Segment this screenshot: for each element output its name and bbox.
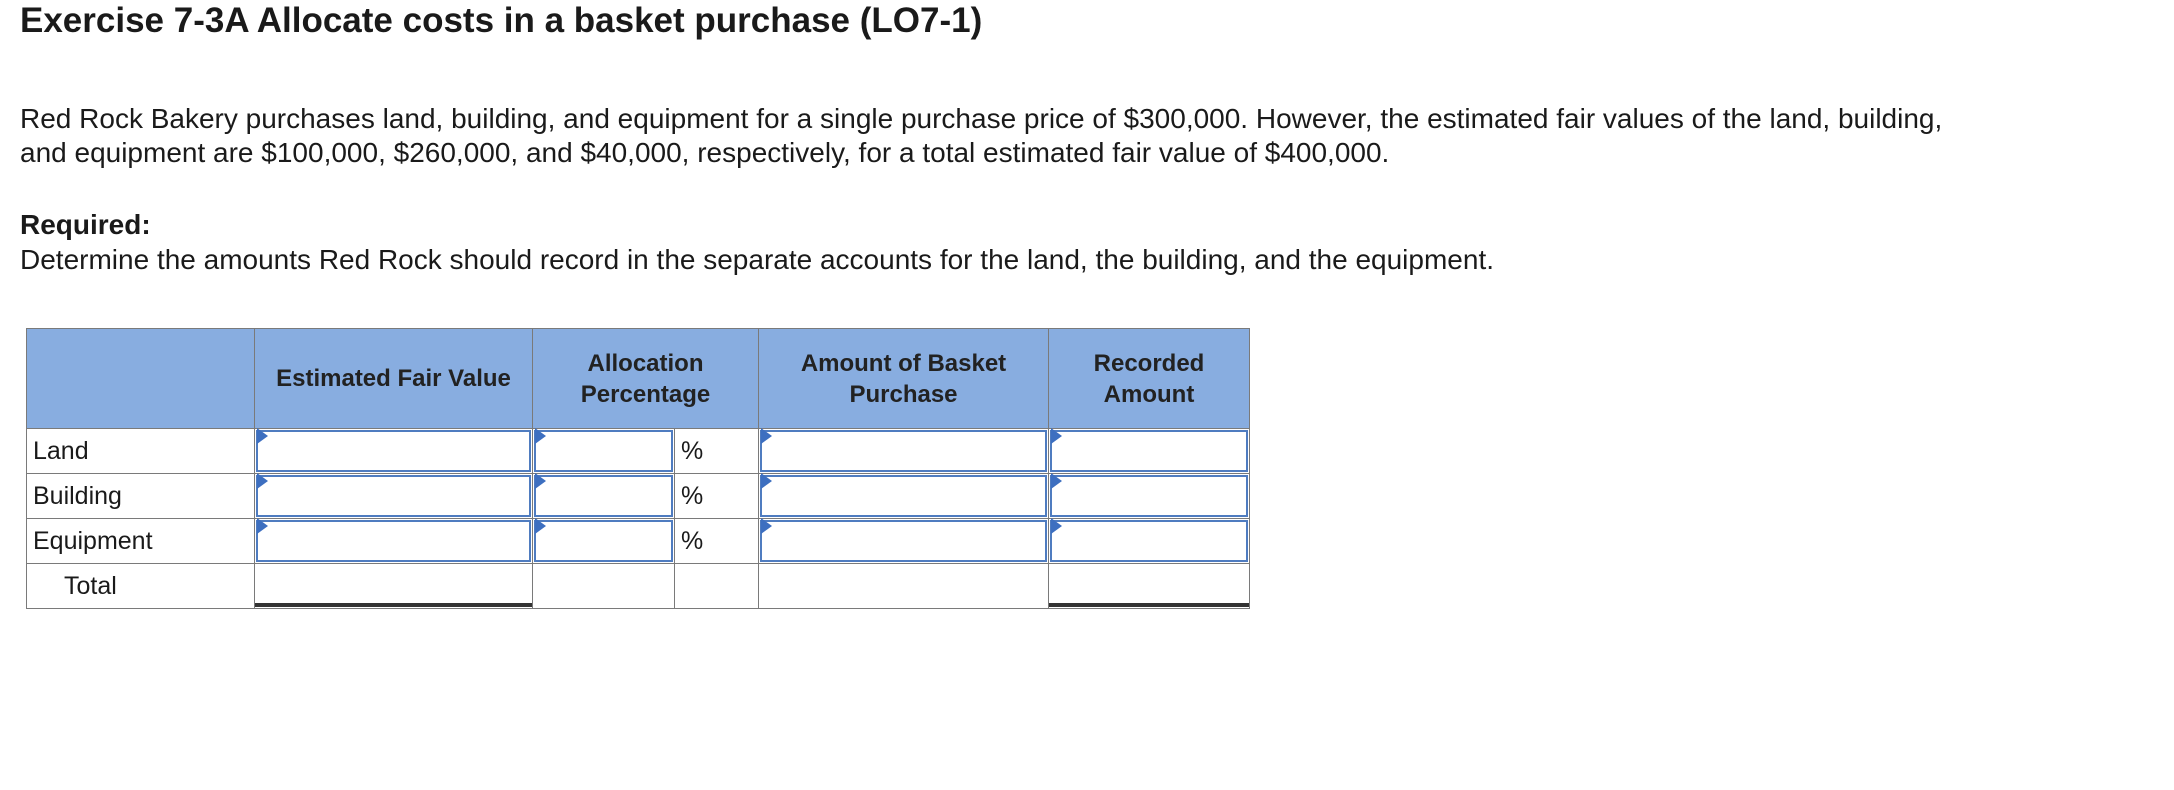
row-label-total: Total — [27, 564, 255, 609]
land-recorded-amount-input[interactable] — [1050, 430, 1248, 472]
total-basket-cell — [759, 564, 1049, 609]
double-underline — [1049, 603, 1249, 607]
input-marker-icon — [761, 428, 772, 444]
building-recorded-amount-input[interactable] — [1050, 475, 1248, 517]
input-marker-icon — [1051, 428, 1062, 444]
total-fair-value-cell — [255, 564, 533, 609]
input-marker-icon — [1051, 518, 1062, 534]
table-header-row — [27, 329, 1250, 429]
land-percent-sign: % — [675, 429, 759, 474]
equipment-recorded-amount-input[interactable] — [1050, 520, 1248, 562]
input-marker-icon — [535, 428, 546, 444]
table-row-building — [27, 474, 1250, 519]
allocation-worksheet-table — [26, 328, 1250, 609]
input-marker-icon — [1051, 473, 1062, 489]
building-basket-amount-input[interactable] — [760, 475, 1047, 517]
building-percent-sign: % — [675, 474, 759, 519]
row-label-land: Land — [27, 429, 255, 474]
exercise-description: Red Rock Bakery purchases land, building, and equipment for a single purchase price of $300,000. However, the estimated fair values of the land, building, and equipment are $100,000, $260,000, and $40,000, respectively, for a total estimated fair value of $400,000. — [20, 103, 1943, 168]
required-text: Determine the amounts Red Rock should record in the separate accounts for the land, the building, and the equipment. — [20, 244, 1495, 275]
input-marker-icon — [257, 518, 268, 534]
header-recorded-amount: Recorded Amount — [1049, 329, 1250, 429]
table-row-total — [27, 564, 1250, 609]
total-percent-cell — [675, 564, 759, 609]
land-allocation-input[interactable] — [534, 430, 673, 472]
equipment-fair-value-input[interactable] — [256, 520, 531, 562]
equipment-basket-amount-input[interactable] — [760, 520, 1047, 562]
total-recorded-amount-cell — [1049, 564, 1250, 609]
table-row-equipment — [27, 519, 1250, 564]
input-marker-icon — [257, 428, 268, 444]
exercise-title: Exercise 7-3A Allocate costs in a basket purchase (LO7-1) — [20, 1, 983, 40]
building-allocation-input[interactable] — [534, 475, 673, 517]
table-row-land — [27, 429, 1250, 474]
land-basket-amount-input[interactable] — [760, 430, 1047, 472]
input-marker-icon — [761, 518, 772, 534]
total-allocation-cell — [533, 564, 675, 609]
equipment-percent-sign: % — [675, 519, 759, 564]
row-label-building: Building — [27, 474, 255, 519]
row-label-equipment: Equipment — [27, 519, 255, 564]
input-marker-icon — [761, 473, 772, 489]
header-blank — [27, 329, 255, 429]
input-marker-icon — [535, 518, 546, 534]
header-amount-of-basket-purchase: Amount of Basket Purchase — [759, 329, 1049, 429]
equipment-allocation-input[interactable] — [534, 520, 673, 562]
header-allocation-percentage: Allocation Percentage — [533, 329, 759, 429]
required-label: Required: — [20, 209, 151, 240]
land-fair-value-input[interactable] — [256, 430, 531, 472]
double-underline — [255, 603, 532, 607]
input-marker-icon — [535, 473, 546, 489]
building-fair-value-input[interactable] — [256, 475, 531, 517]
header-estimated-fair-value: Estimated Fair Value — [255, 329, 533, 429]
input-marker-icon — [257, 473, 268, 489]
